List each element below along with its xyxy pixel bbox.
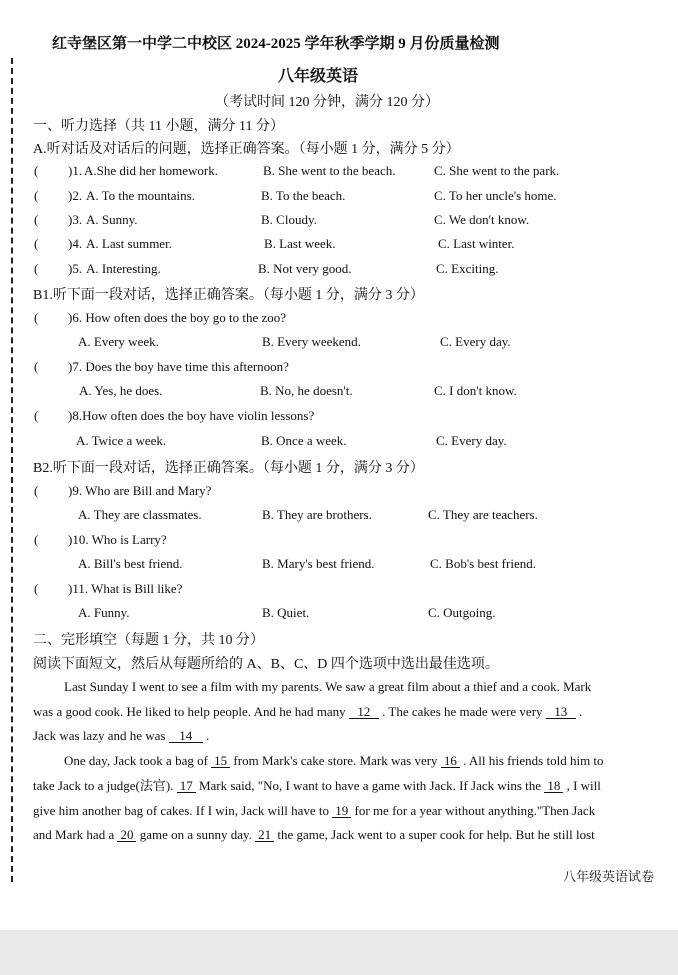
option-c: C. She went to the park.: [434, 163, 560, 178]
footer-label: 八年级英语试卷: [563, 869, 655, 884]
binding-dashed-line: [11, 58, 13, 882]
option-c: C. Every day.: [440, 334, 511, 349]
option-b: B. She went to the beach.: [263, 163, 396, 178]
question-stem: )4.: [68, 236, 83, 251]
passage-line: take Jack to a judge(法官). 17 Mark said, "No, I want to have a game with Jack. If Jack wins the 18 , I will: [33, 778, 601, 793]
option-a: A. Yes, he does.: [79, 383, 163, 398]
question-stem: )9. Who are Bill and Mary?: [68, 483, 212, 498]
option-c: C. They are teachers.: [428, 507, 538, 522]
blank-13[interactable]: 13: [546, 705, 576, 719]
passage-line: One day, Jack took a bag of 15 from Mark's cake store. Mark was very 16 . All his friends told him to: [64, 753, 604, 768]
option-b: B. Once a week.: [261, 433, 347, 448]
option-a: A. Last summer.: [86, 236, 172, 251]
option-b: B. Cloudy.: [261, 212, 317, 227]
option-a: A. Interesting.: [86, 261, 161, 276]
blank-20[interactable]: 20: [117, 828, 136, 842]
option-a: A. Every week.: [78, 334, 159, 349]
question-stem: )5.: [68, 261, 83, 276]
question-stem: )3.: [68, 212, 83, 227]
option-a: A. Sunny.: [86, 212, 138, 227]
option-c: C. Last winter.: [438, 236, 515, 251]
option-a: A. Bill's best friend.: [78, 556, 183, 571]
option-b: B. Mary's best friend.: [262, 556, 375, 571]
part2-instruction: 阅读下面短文，然后从每题所给的 A、B、C、D 四个选项中选出最佳选项。: [33, 657, 499, 672]
passage-line: Jack was lazy and he was 14 .: [33, 728, 210, 743]
blank-19[interactable]: 19: [332, 804, 351, 818]
option-c: C. To her uncle's home.: [434, 188, 557, 203]
option-b: B. Quiet.: [262, 605, 310, 620]
blank-12[interactable]: 12: [349, 705, 379, 719]
exam-info: （考试时间 120 分钟，满分 120 分）: [215, 95, 439, 110]
question-stem: )1.: [68, 163, 83, 178]
passage-line: Last Sunday I went to see a film with my parents. We saw a great film about a thief and a cook. Mark: [64, 679, 592, 694]
option-c: C. Bob's best friend.: [430, 556, 536, 571]
blank-21[interactable]: 21: [255, 828, 274, 842]
option-a: A. Twice a week.: [76, 433, 167, 448]
sectionB1-instruction: B1.听下面一段对话，选择正确答案。（每小题 1 分，满分 3 分）: [33, 288, 424, 303]
option-a: A.She did her homework.: [84, 163, 218, 178]
blank-17[interactable]: 17: [177, 779, 196, 793]
option-c: C. I don't know.: [434, 383, 517, 398]
passage-line: and Mark had a 20 game on a sunny day. 21 the game, Jack went to a super cook for help. But he still lost: [33, 827, 595, 842]
passage-line: was a good cook. He liked to help people. And he had many 12 . The cakes he made were very 13 .: [33, 704, 583, 719]
question-stem: )11. What is Bill like?: [68, 581, 183, 596]
question-stem: )10. Who is Larry?: [68, 532, 167, 547]
option-b: B. To the beach.: [261, 188, 346, 203]
option-c: C. Outgoing.: [428, 605, 496, 620]
option-b: B. Not very good.: [258, 261, 352, 276]
part2-heading: 二、完形填空（每题 1 分，共 10 分）: [33, 633, 264, 648]
option-a: A. They are classmates.: [78, 507, 202, 522]
option-b: B. They are brothers.: [262, 507, 372, 522]
blank-15[interactable]: 15: [211, 754, 230, 768]
exam-title: 红寺堡区第一中学二中校区 2024-2025 学年秋季学期 9 月份质量检测: [52, 36, 500, 52]
option-b: B. No, he doesn't.: [260, 383, 353, 398]
blank-16[interactable]: 16: [441, 754, 460, 768]
sectionA-instruction: A.听对话及对话后的问题，选择正确答案。（每小题 1 分，满分 5 分）: [33, 142, 460, 157]
exam-subject: 八年级英语: [278, 68, 359, 85]
question-stem: )8.How often does the boy have violin lessons?: [68, 408, 315, 423]
option-c: C. Every day.: [436, 433, 507, 448]
question-stem: )6. How often does the boy go to the zoo?: [68, 310, 287, 325]
question-stem: )2.: [68, 188, 83, 203]
sectionB2-instruction: B2.听下面一段对话，选择正确答案。（每小题 1 分，满分 3 分）: [33, 461, 424, 476]
question-stem: )7. Does the boy have time this afternoon?: [68, 359, 289, 374]
option-c: C. We don't know.: [434, 212, 530, 227]
page-bottom-band: [0, 930, 678, 975]
passage-line: give him another bag of cakes. If I win, Jack will have to 19 for me for a year without anything."Then Jack: [33, 803, 596, 818]
option-b: B. Last week.: [264, 236, 336, 251]
blank-18[interactable]: 18: [544, 779, 563, 793]
blank-14[interactable]: 14: [169, 729, 203, 743]
option-c: C. Exciting.: [436, 261, 499, 276]
option-b: B. Every weekend.: [262, 334, 361, 349]
option-a: A. To the mountains.: [86, 188, 195, 203]
option-a: A. Funny.: [78, 605, 130, 620]
part1-heading: 一、听力选择（共 11 小题，满分 11 分）: [33, 119, 284, 134]
